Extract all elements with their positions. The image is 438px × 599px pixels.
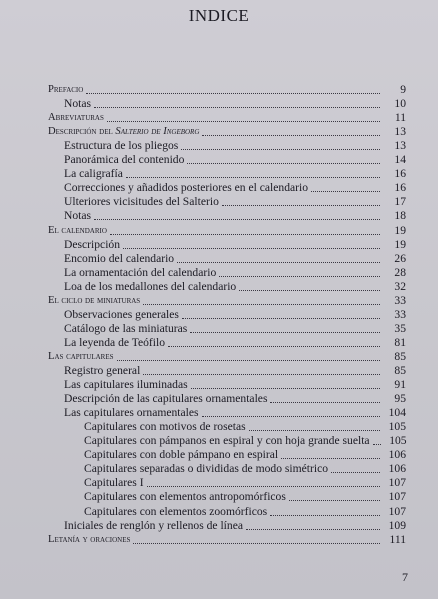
- toc-entry-label: Prefacio: [48, 84, 84, 95]
- toc-entry: [64, 322, 406, 336]
- toc-entry-page: 14: [394, 153, 406, 167]
- dot-leader: [270, 401, 380, 403]
- toc-entry: [64, 280, 406, 294]
- toc-entry-label: Descripción del Salterio de Ingeborg: [48, 126, 200, 138]
- toc-entry-label: Capitulares con motivos de rosetas: [84, 420, 246, 434]
- toc-entry-label: Estructura de los pliegos: [64, 139, 179, 153]
- toc-entry: [64, 336, 406, 350]
- toc-entry-page: 35: [394, 321, 406, 335]
- toc-entry-label: Las capitulares iluminadas: [64, 378, 188, 392]
- dot-leader: [187, 162, 380, 164]
- page-number: 7: [402, 570, 408, 584]
- toc-entry-page: 32: [394, 279, 406, 293]
- dot-leader: [222, 204, 380, 206]
- toc-entry: [64, 266, 406, 280]
- toc-entry: [48, 350, 406, 364]
- toc-entry-label: Descripción de las capitulares ornamentales: [64, 392, 268, 406]
- dot-leader: [331, 471, 380, 473]
- dot-leader: [373, 443, 381, 445]
- toc-entry-page: 17: [394, 195, 406, 209]
- toc-entry-page: 91: [394, 378, 406, 392]
- toc-entry-label: Las capitulares: [48, 350, 114, 362]
- toc-entry-label: Notas: [64, 209, 92, 223]
- dot-leader: [86, 92, 380, 94]
- page-title: INDICE: [188, 6, 250, 25]
- toc-entry-page: 19: [394, 237, 406, 251]
- toc-entry-label: Capitulares con pámpanos en espiral y con hoja grande suelta: [84, 434, 370, 448]
- toc-entry: [48, 294, 406, 308]
- toc-entry: [84, 490, 406, 504]
- dot-leader: [191, 387, 380, 389]
- toc-entry-label: Catálogo de las miniaturas: [64, 321, 188, 335]
- toc-entry-page: 16: [394, 167, 406, 181]
- toc-entry-page: 13: [394, 139, 406, 153]
- toc-entry: [84, 476, 406, 490]
- toc-entry: [48, 111, 406, 125]
- toc-entry: [64, 167, 406, 181]
- dot-leader: [311, 190, 380, 192]
- toc-entry-label: Las capitulares ornamentales: [64, 406, 199, 420]
- toc-entry-page: 13: [394, 125, 406, 139]
- dot-leader: [94, 106, 380, 108]
- toc-entry-page: 104: [388, 406, 406, 420]
- toc-entry-label: Panorámica del contenido: [64, 153, 185, 167]
- toc-entry-page: 10: [394, 97, 406, 111]
- toc-entry-page: 9: [400, 83, 406, 96]
- toc-entry-label: Registro general: [64, 364, 141, 377]
- toc-entry-label: Encomio del calendario: [64, 251, 175, 265]
- toc-entry-page: 107: [388, 504, 406, 518]
- toc-entry-page: 106: [388, 462, 406, 476]
- toc-entry: [64, 392, 406, 406]
- toc-entry-label: La caligrafía: [64, 167, 123, 181]
- toc-entry: [64, 308, 406, 322]
- toc-entry: [64, 153, 406, 167]
- dot-leader: [281, 457, 380, 459]
- toc-entry: [64, 378, 406, 392]
- toc-entry-label: La leyenda de Teófilo: [64, 335, 166, 349]
- toc-entry: [84, 462, 406, 476]
- toc-entry-label: Capitulares I: [84, 476, 144, 490]
- toc-entry: [64, 406, 406, 420]
- toc-entry-label: Ulteriores vicisitudes del Salterio: [64, 195, 219, 209]
- dot-leader: [182, 317, 380, 319]
- toc-entry: [84, 420, 406, 434]
- toc-entry-label: Iniciales de renglón y rellenos de línea: [64, 518, 243, 532]
- toc-entry-label: El calendario: [48, 224, 107, 236]
- toc-entry-label: Observaciones generales: [64, 307, 179, 321]
- toc-entry: [84, 448, 406, 462]
- toc-entry-page: 106: [388, 448, 406, 462]
- toc-entry: [64, 519, 406, 533]
- dot-leader: [289, 499, 380, 501]
- toc-entry-page: 33: [394, 293, 406, 307]
- toc-entry-label: Letanía y oraciones: [48, 533, 131, 545]
- toc-entry: [64, 139, 406, 153]
- toc-entry-page: 19: [394, 223, 406, 237]
- toc-entry: [64, 252, 406, 266]
- toc-entry: [48, 125, 406, 139]
- toc-entry: [64, 195, 406, 209]
- toc-entry-page: 18: [394, 209, 406, 223]
- dot-leader: [190, 331, 380, 333]
- toc-entry-page: 105: [388, 420, 406, 434]
- toc-entry-label: Abreviaturas: [48, 112, 104, 124]
- toc-entry-page: 11: [394, 111, 406, 125]
- dot-leader: [110, 233, 380, 235]
- toc-entry-label: Descripción: [64, 237, 121, 251]
- dot-leader: [202, 134, 380, 136]
- toc-entry: [64, 97, 406, 111]
- toc-entry-page: 85: [394, 349, 406, 363]
- toc-entry-page: 107: [388, 476, 406, 490]
- toc-entry-label: Capitulares separadas o divididas de modo simétrico: [84, 462, 329, 476]
- toc-entry: [48, 224, 406, 238]
- toc-entry-page: 107: [388, 490, 406, 504]
- toc-entry: [64, 364, 406, 378]
- dot-leader: [239, 289, 380, 291]
- toc-entry: [64, 181, 406, 195]
- toc-entry-page: 111: [389, 532, 406, 546]
- toc-entry-page: 85: [394, 364, 406, 377]
- toc-entry-label: Capitulares con doble pámpano en espiral: [84, 448, 279, 462]
- toc-entry: [64, 209, 406, 223]
- toc-entry-label: Capitulares con elementos antropomórficos: [84, 490, 286, 504]
- dot-leader: [143, 373, 380, 375]
- toc-entry-label: El ciclo de miniaturas: [48, 294, 141, 306]
- dot-leader: [143, 303, 380, 305]
- toc-entry: [48, 83, 406, 97]
- dot-leader: [126, 176, 380, 178]
- toc-entry-label-italic: Salterio de Ingeborg: [115, 126, 200, 138]
- toc-entry-page: 81: [394, 335, 406, 349]
- toc-entry-label: Capitulares con elementos zoomórficos: [84, 504, 268, 518]
- toc-entry: [84, 505, 406, 519]
- dot-leader: [219, 275, 380, 277]
- toc-entry-page: 28: [394, 265, 406, 279]
- toc-entry-label: La ornamentación del calendario: [64, 265, 217, 279]
- dot-leader: [168, 345, 380, 347]
- dot-leader: [246, 528, 380, 530]
- dot-leader: [107, 120, 380, 122]
- dot-leader: [181, 148, 380, 150]
- toc-entry-label: Correcciones y añadidos posteriores en el calendario: [64, 181, 309, 195]
- toc-entry-page: 16: [394, 181, 406, 195]
- toc-entry-page: 109: [388, 518, 406, 532]
- dot-leader: [133, 542, 380, 544]
- toc-entry-label: Notas: [64, 97, 92, 111]
- dot-leader: [123, 247, 380, 249]
- toc-entry-page: 26: [394, 251, 406, 265]
- dot-leader: [202, 415, 380, 417]
- toc-entry-page: 95: [394, 392, 406, 406]
- dot-leader: [177, 261, 380, 263]
- toc-entry-label: Loa de los medallones del calendario: [64, 279, 237, 293]
- toc-entry: [64, 238, 406, 252]
- toc-entry-page: 33: [394, 307, 406, 321]
- dot-leader: [249, 429, 380, 431]
- dot-leader: [270, 514, 380, 516]
- dot-leader: [94, 218, 380, 220]
- toc-entry: [84, 434, 406, 448]
- dot-leader: [147, 485, 380, 487]
- dot-leader: [117, 359, 380, 361]
- toc-entry: [48, 533, 406, 547]
- toc-entry-page: 105: [389, 434, 407, 448]
